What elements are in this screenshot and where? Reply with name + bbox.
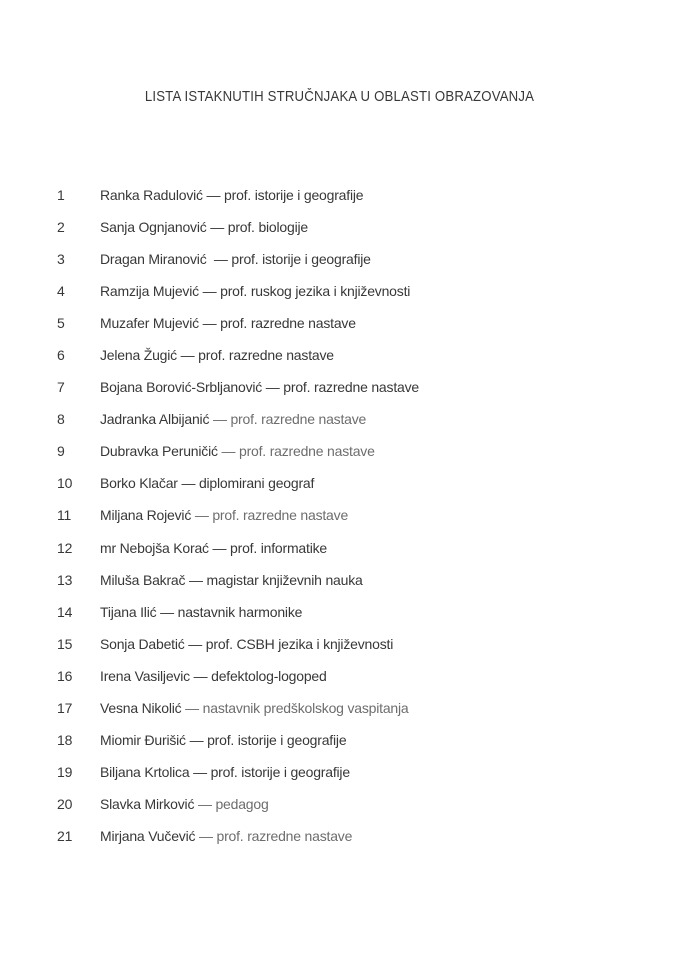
item-number: 6 (57, 347, 65, 364)
item-profession: prof. razredne nastave (216, 827, 353, 844)
item-name: Sonja Dabetić (100, 635, 185, 652)
item-text (100, 532, 327, 564)
item-number: 10 (57, 475, 73, 492)
item-text (100, 403, 366, 435)
item-text (100, 211, 308, 243)
item-text (100, 788, 269, 820)
item-text (100, 307, 356, 339)
list-item (0, 660, 679, 692)
item-profession: magistar književnih nauka (206, 571, 363, 588)
item-number: 15 (57, 635, 73, 652)
item-name: Ramzija Mujević (100, 283, 199, 300)
item-name: Dubravka Peruničić (100, 443, 218, 460)
item-name: Miomir Đurišić (100, 731, 186, 748)
item-profession: prof. razredne nastave (283, 379, 419, 396)
item-profession: prof. biologije (227, 219, 309, 236)
item-text (100, 435, 375, 467)
item-profession: prof. CSBH jezika i književnosti (205, 635, 394, 652)
item-name: mr Nebojša Korać (100, 539, 209, 556)
list-item (0, 692, 679, 724)
item-profession: prof. razredne nastave (212, 507, 349, 524)
item-number: 8 (57, 411, 65, 428)
item-number: 17 (57, 699, 73, 716)
item-number: 14 (57, 603, 73, 620)
list-item (0, 243, 679, 275)
item-text (100, 596, 302, 628)
item-name: Jadranka Albijanić (100, 411, 210, 428)
item-separator: — (194, 795, 216, 812)
item-number: 4 (57, 283, 65, 300)
item-name: Biljana Krtolica (100, 763, 190, 780)
item-profession: prof. razredne nastave (198, 347, 334, 364)
list-item (0, 532, 679, 564)
list-item (0, 596, 679, 628)
item-number: 13 (57, 571, 73, 588)
item-profession: nastavnik harmonike (177, 603, 303, 620)
item-number: 9 (57, 443, 65, 460)
expert-list (0, 179, 679, 852)
item-separator: — (191, 507, 213, 524)
item-separator: — (189, 763, 211, 780)
item-number: 3 (57, 251, 65, 268)
list-item (0, 467, 679, 499)
list-item (0, 499, 679, 531)
item-text (100, 724, 346, 756)
list-item (0, 820, 679, 852)
item-text (100, 371, 419, 403)
item-separator: — (198, 283, 221, 300)
item-number: 5 (57, 315, 65, 332)
list-item (0, 403, 679, 435)
item-text (100, 339, 334, 371)
list-item (0, 371, 679, 403)
item-profession: prof. razredne nastave (238, 443, 375, 460)
item-number: 19 (57, 763, 73, 780)
item-name: Miljana Rojević (100, 507, 192, 524)
item-profession: defektolog-logoped (211, 667, 327, 684)
page-title: LISTA ISTAKNUTIH STRUČNJAKA U OBLASTI OBRAZOVANJA (144, 88, 535, 105)
list-item (0, 179, 679, 211)
item-separator: — (262, 379, 284, 396)
item-separator: — (176, 347, 199, 364)
item-text (100, 692, 409, 724)
item-name: Irena Vasiljevic (100, 667, 190, 684)
item-number: 1 (57, 187, 65, 203)
item-separator: — (181, 699, 203, 716)
item-separator: — (156, 603, 178, 620)
item-separator: — (177, 475, 199, 492)
item-name: Tijana Ilić (100, 603, 157, 620)
item-separator: — (195, 827, 217, 844)
item-text (100, 499, 348, 531)
item-number: 18 (57, 731, 73, 748)
item-text (100, 275, 410, 307)
item-number: 7 (57, 379, 65, 396)
list-item (0, 724, 679, 756)
item-separator: — (184, 635, 206, 652)
item-separator: — (217, 443, 239, 460)
list-item (0, 339, 679, 371)
item-name: Dragan Miranović (100, 251, 211, 268)
list-item (0, 435, 679, 467)
item-text (100, 820, 352, 852)
list-item (0, 756, 679, 788)
item-text (100, 179, 363, 211)
item-number: 21 (57, 827, 73, 844)
item-profession: nastavnik predškolskog vaspitanja (202, 699, 409, 716)
item-profession: prof. istorije i geografije (224, 187, 364, 203)
list-item (0, 628, 679, 660)
item-name: Sanja Ognjanović (100, 219, 207, 236)
item-separator: — (202, 187, 225, 203)
list-item (0, 788, 679, 820)
item-text (100, 660, 327, 692)
item-profession: prof. informatike (230, 539, 328, 556)
item-text (100, 243, 371, 275)
item-text (100, 467, 314, 499)
item-separator: — (185, 571, 207, 588)
item-name: Ranka Radulović (100, 187, 203, 203)
item-name: Miluša Bakrač (100, 571, 186, 588)
item-separator: — (189, 667, 212, 684)
list-item (0, 211, 679, 243)
item-text (100, 756, 350, 788)
item-name: Mirjana Vučević (100, 827, 196, 844)
item-name: Borko Klačar (100, 475, 178, 492)
item-name: Bojana Borović-Srbljanović (100, 379, 263, 396)
item-name: Muzafer Mujević (100, 315, 199, 332)
list-item (0, 275, 679, 307)
item-name: Slavka Mirković (100, 795, 195, 812)
item-number: 12 (57, 539, 73, 556)
list-item (0, 307, 679, 339)
item-separator: — (198, 315, 221, 332)
item-number: 16 (57, 667, 73, 684)
item-separator: — (185, 731, 208, 748)
item-separator: — (210, 251, 232, 268)
item-profession: prof. istorije i geografije (207, 731, 347, 748)
item-profession: diplomirani geograf (198, 475, 315, 492)
item-number: 2 (57, 219, 65, 236)
list-item (0, 564, 679, 596)
item-profession: prof. razredne nastave (230, 411, 367, 428)
item-profession: pedagog (215, 795, 269, 812)
item-separator: — (209, 411, 231, 428)
item-separator: — (208, 539, 231, 556)
item-profession: prof. ruskog jezika i književnosti (220, 283, 411, 300)
item-separator: — (206, 219, 228, 236)
item-profession: prof. istorije i geografije (210, 763, 350, 780)
item-text (100, 564, 363, 596)
item-text (100, 628, 393, 660)
item-profession: prof. istorije i geografije (231, 251, 371, 268)
item-name: Jelena Žugić (100, 347, 177, 364)
item-number: 20 (57, 795, 73, 812)
item-profession: prof. razredne nastave (220, 315, 356, 332)
item-number: 11 (57, 507, 72, 524)
item-name: Vesna Nikolić (100, 699, 182, 716)
